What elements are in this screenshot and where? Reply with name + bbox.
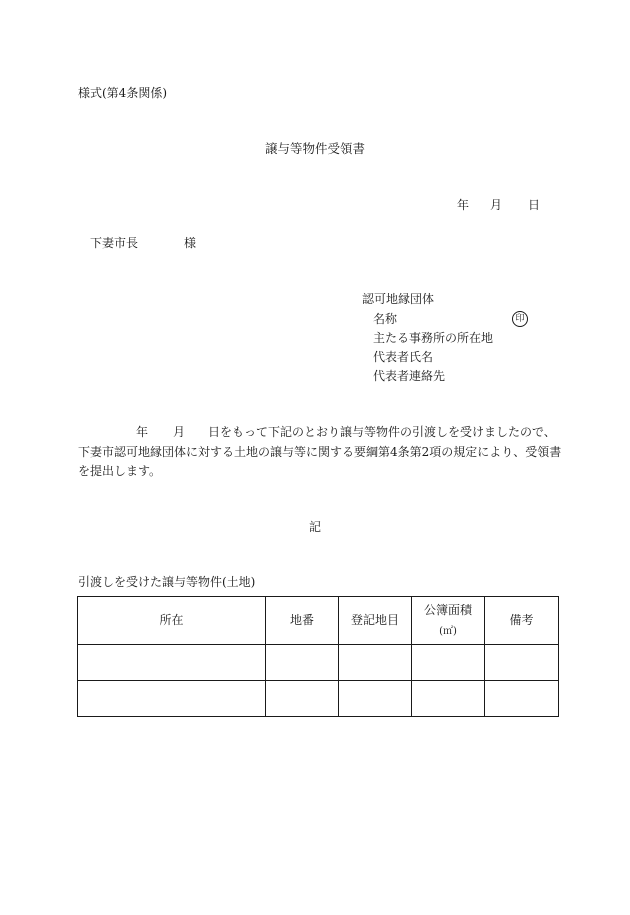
addressee-name: 下妻市長	[90, 236, 139, 250]
ki-heading: 記	[308, 520, 321, 534]
table-cell[interactable]	[485, 681, 559, 717]
body-text-line-1: 日をもって下記のとおり譲与等物件の引渡しを受けましたので、	[208, 425, 556, 439]
table-cell[interactable]	[78, 645, 266, 681]
form-identifier: 様式(第4条関係)	[78, 86, 167, 100]
representative-contact-label: 代表者連絡先	[373, 369, 446, 383]
organization-address-label: 主たる事務所の所在地	[373, 331, 494, 345]
table-cell[interactable]	[78, 681, 266, 717]
body-text-line-2: 下妻市認可地縁団体に対する土地の譲与等に関する要綱第4条第2項の規定により、受領書	[78, 445, 562, 459]
table-cell[interactable]	[266, 645, 339, 681]
table-cell[interactable]	[266, 681, 339, 717]
date-day-label: 日	[528, 198, 541, 212]
header-land-category: 登記地目	[339, 597, 412, 645]
header-remarks: 備考	[485, 597, 559, 645]
document-title: 譲与等物件受領書	[264, 141, 365, 156]
seal-mark-icon: 印	[512, 311, 528, 327]
body-month-label: 月	[173, 425, 186, 439]
table-cell[interactable]	[339, 645, 412, 681]
table-row	[78, 645, 559, 681]
table-caption: 引渡しを受けた譲与等物件(土地)	[78, 575, 256, 589]
body-text-line-3: を提出します。	[78, 464, 162, 478]
table-cell[interactable]	[412, 645, 485, 681]
table-cell[interactable]	[412, 681, 485, 717]
representative-name-label: 代表者氏名	[373, 350, 434, 364]
addressee-honorific: 様	[184, 236, 197, 250]
header-location: 所在	[78, 597, 266, 645]
header-area-unit: (㎡)	[439, 625, 457, 637]
table-header-row	[78, 597, 559, 645]
table-cell[interactable]	[339, 681, 412, 717]
organization-header: 認可地縁団体	[362, 292, 435, 306]
header-lot-number: 地番	[266, 597, 339, 645]
header-area	[412, 597, 485, 645]
header-area-label: 公簿面積	[423, 603, 472, 618]
body-year-label: 年	[136, 425, 149, 439]
property-table	[77, 596, 559, 717]
organization-name-label: 名称	[373, 312, 398, 326]
table-cell[interactable]	[485, 645, 559, 681]
table-row	[78, 681, 559, 717]
date-year-label: 年	[457, 198, 470, 212]
date-month-label: 月	[490, 198, 503, 212]
